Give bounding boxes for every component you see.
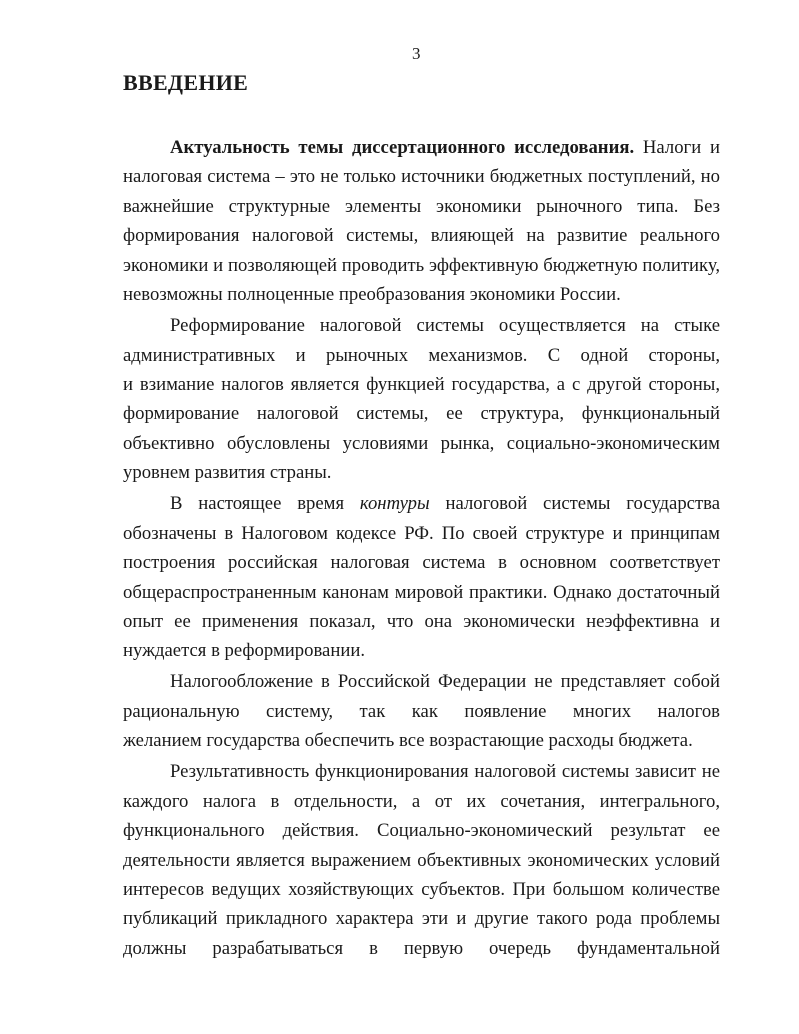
text-line: [123, 607, 720, 636]
text-segment: невозможны полноценные преобразования экономики России.: [123, 284, 621, 306]
text-segment: налоговой системы государства: [429, 493, 720, 515]
text-line: [123, 341, 720, 370]
text-line: [123, 726, 720, 755]
text-segment: должны разрабатываться в первую очередь фундаментальной: [123, 937, 720, 959]
text-line: [123, 489, 720, 518]
paragraph: [123, 489, 720, 666]
text-segment: объективно обусловлены условиями рынка, социально-экономическим: [123, 432, 720, 454]
text-line: [123, 280, 720, 309]
text-segment: экономики и позволяющей проводить эффективную бюджетную политику,: [123, 254, 720, 276]
text-line: [123, 548, 720, 577]
text-segment: нуждается в реформировании.: [123, 640, 365, 662]
text-segment: функционального действия. Социально-экономический результат ее: [123, 820, 720, 842]
text-segment: и взимание налогов является функцией государства, а с другой стороны,: [123, 374, 720, 395]
text-line: [123, 251, 720, 280]
text-line: [123, 578, 720, 607]
text-line: [123, 519, 720, 548]
text-line: [123, 757, 720, 786]
text-segment: построения российская налоговая система в основном соответствует: [123, 552, 720, 574]
text-segment: обозначены в Налоговом кодексе РФ. По своей структуре и принципам: [123, 522, 720, 544]
text-segment: интересов ведущих хозяйствующих субъектов. При большом количестве: [123, 878, 720, 900]
text-segment: Налоги и: [634, 137, 720, 158]
paragraph: [123, 667, 720, 755]
text-segment: налоговая система – это не только источники бюджетных поступлений, но: [123, 166, 720, 188]
document-body: [123, 133, 720, 965]
text-line: [123, 934, 720, 963]
section-heading: ВВЕДЕНИЕ: [123, 70, 249, 95]
text-line: [123, 846, 720, 875]
paragraph: [123, 311, 720, 488]
text-segment: Результативность функционирования налоговой системы зависит не: [170, 761, 720, 783]
text-line: [123, 370, 720, 399]
text-segment: каждого налога в отдельности, а от их сочетания, интегрального,: [123, 790, 720, 812]
text-segment: Реформирование налоговой системы осуществляется на стыке: [170, 315, 720, 337]
text-line: [123, 816, 720, 845]
text-line: [123, 458, 720, 487]
text-segment: формирование налоговой системы, ее структура, функциональный: [123, 403, 720, 425]
text-line: [123, 133, 720, 162]
text-line: [123, 221, 720, 250]
page-number: 3: [412, 44, 421, 63]
text-line: [123, 399, 720, 428]
text-segment: желанием государства обеспечить все возрастающие расходы бюджета.: [123, 730, 693, 752]
text-segment: В настоящее время: [170, 493, 360, 515]
text-line: [123, 429, 720, 458]
text-line: [123, 904, 720, 933]
text-segment: опыт ее применения показал, что она экономически неэффективна и: [123, 611, 720, 632]
text-segment: Налогообложение в Российской Федерации не представляет собой: [170, 671, 720, 693]
text-segment: деятельности является выражением объективных экономических условий: [123, 849, 720, 871]
paragraph: [123, 133, 720, 310]
text-line: [123, 787, 720, 816]
text-segment: формирования налоговой системы, влияющей на развитие реального: [123, 225, 720, 247]
text-line: [123, 162, 720, 191]
text-line: [123, 311, 720, 340]
text-segment: важнейшие структурные элементы экономики рыночного типа. Без: [123, 195, 720, 217]
text-segment: уровнем развития страны.: [123, 462, 332, 484]
text-line: [123, 875, 720, 904]
text-segment: рациональную систему, так как появление многих налогов: [123, 700, 720, 722]
paragraph: [123, 757, 720, 963]
italic-text: контуры: [359, 493, 430, 515]
text-line: [123, 636, 720, 665]
text-segment: общераспространенным канонам мировой практики. Однако достаточный: [123, 581, 720, 603]
bold-text: Актуальность темы диссертационного исследования.: [170, 137, 635, 158]
text-segment: административных и рыночных механизмов. С одной стороны,: [123, 344, 720, 366]
text-line: [123, 192, 720, 221]
text-line: [123, 667, 720, 696]
text-line: [123, 697, 720, 726]
text-segment: публикаций прикладного характера эти и другие такого рода проблемы: [123, 908, 720, 930]
